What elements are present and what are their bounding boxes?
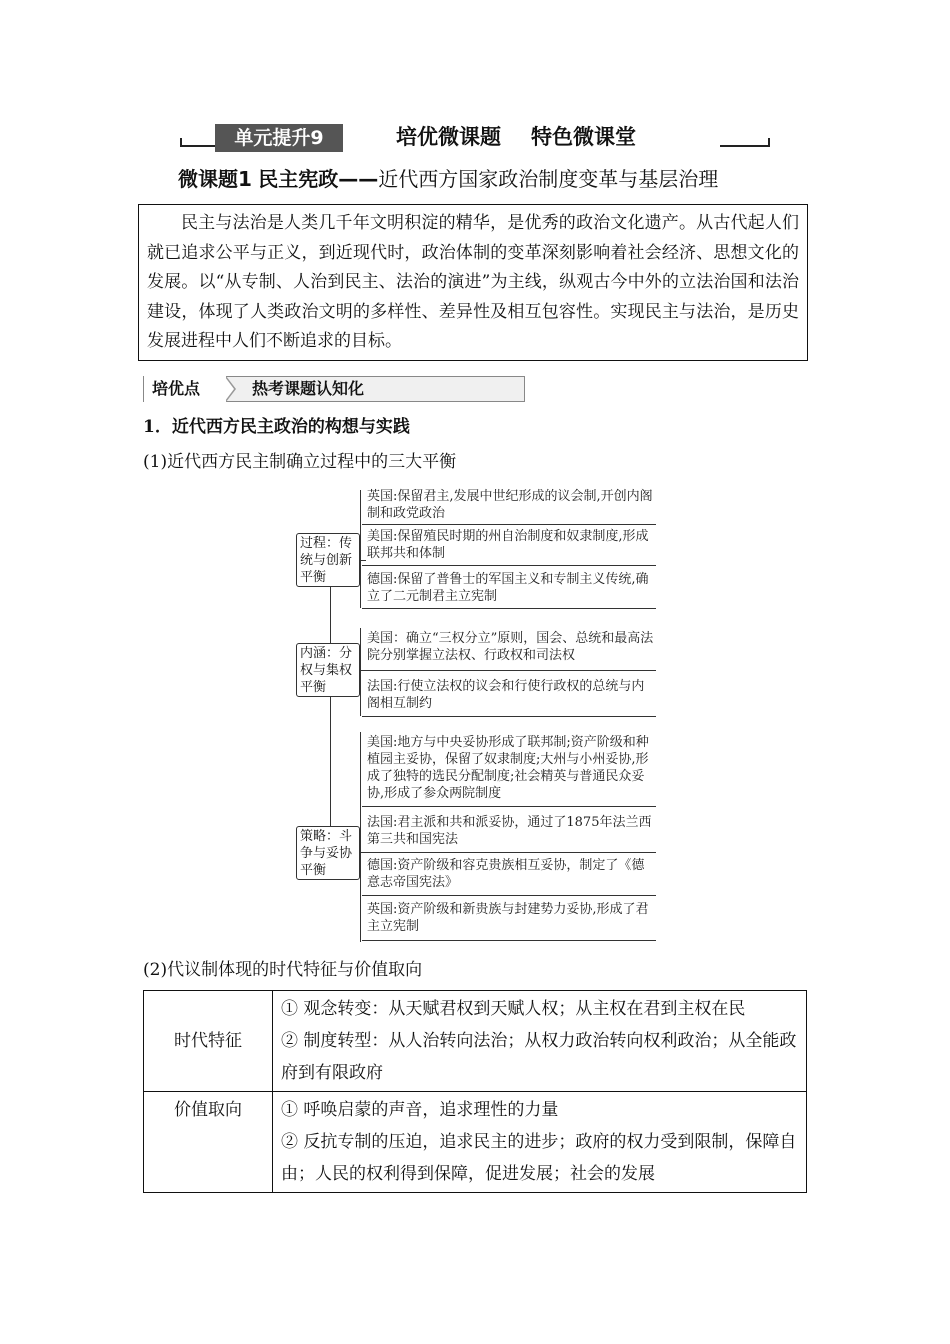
table-row bbox=[144, 991, 807, 1092]
leaf-underline bbox=[362, 716, 656, 717]
bracket-line bbox=[360, 490, 361, 608]
unit-badge: 单元提升9 bbox=[215, 124, 343, 152]
mind-map-leaf: 美国:保留殖民时期的州自治制度和奴隶制度,形成联邦共和体制 bbox=[367, 529, 649, 561]
heading-1-2: (2)代议制体现的时代特征与价值取向 bbox=[143, 960, 423, 980]
leaf-underline bbox=[362, 524, 656, 525]
subheading-prefix: 微课题1 bbox=[178, 167, 252, 191]
table-row-key: 价值取向 bbox=[144, 1092, 273, 1193]
mind-map-node-process: 过程：传统与创新平衡 bbox=[296, 533, 360, 587]
subheading bbox=[178, 164, 718, 194]
mind-map-leaf: 英国:资产阶级和新贵族与封建势力妥协,形成了君主立宪制 bbox=[367, 902, 649, 934]
table-line: ② 制度转型：从人治转向法治；从权力政治转向权利政治；从全能政府到有限政府 bbox=[281, 1031, 797, 1083]
mind-map-leaf: 德国:资产阶级和容克贵族相互妥协，制定了《德意志帝国宪法》 bbox=[367, 858, 645, 890]
header-rule-right-tick bbox=[768, 138, 770, 147]
table-line: ① 观念转变：从天赋君权到天赋人权；从主权在君到主权在民 bbox=[281, 999, 746, 1019]
leaf-underline bbox=[362, 806, 656, 807]
table-row-content bbox=[273, 1092, 807, 1193]
page-title bbox=[396, 122, 636, 152]
subheading-rest: 近代西方国家政治制度变革与基层治理 bbox=[378, 167, 719, 191]
section-tag-text: 热考课题认知化 bbox=[252, 379, 365, 398]
title-part-a: 培优微课题 bbox=[396, 125, 501, 149]
table-row-key: 时代特征 bbox=[144, 991, 273, 1092]
leaf-underline bbox=[362, 852, 656, 853]
title-part-b: 特色微课堂 bbox=[531, 125, 636, 149]
mind-map-leaf: 法国:行使立法权的议会和行使行政权的总统与内阁相互制约 bbox=[367, 679, 645, 711]
mind-map-node-content: 内涵：分权与集权平衡 bbox=[296, 643, 360, 697]
leaf-underline bbox=[362, 565, 656, 566]
mind-map-leaf: 法国:君主派和共和派妥协，通过了1875年法兰西第三共和国宪法 bbox=[367, 815, 652, 847]
section-tag-label: 培优点 bbox=[144, 376, 226, 402]
mind-map-node-strategy: 策略：斗争与妥协平衡 bbox=[296, 826, 360, 880]
header-rule-left bbox=[180, 145, 215, 147]
mind-map-trunk bbox=[330, 585, 331, 830]
features-table bbox=[143, 990, 807, 1193]
bracket-line bbox=[360, 628, 361, 716]
mind-map-leaf: 德国:保留了普鲁士的军国主义和专制主义传统,确立了二元制君主立宪制 bbox=[367, 572, 649, 604]
table-line: ② 反抗专制的压迫，追求民主的进步；政府的权力受到限制，保障自由；人民的权利得到保障，促进发展；社会的发展 bbox=[281, 1132, 797, 1184]
section-tag bbox=[143, 376, 525, 402]
mind-map-leaf: 英国:保留君主,发展中世纪形成的议会制,开创内阁制和政党政治 bbox=[367, 489, 653, 521]
intro-box bbox=[138, 204, 808, 361]
subheading-bold: 民主宪政—— bbox=[258, 167, 379, 191]
intro-text: 民主与法治是人类几千年文明积淀的精华，是优秀的政治文化遗产。从古代起人们就已追求公平与正义，到近现代时，政治体制的变革深刻影响着社会经济、思想文化的发展。以“从专制、人治到民主、法治的演进”为主线，纵观古今中外的立法治国和法治建设，体现了人类政治文明的多样性、差异性及相互包容性。实现民主与法治，是历史发展进程中人们不断追求的目标。 bbox=[147, 213, 799, 351]
chevron-right-icon bbox=[226, 376, 236, 402]
leaf-underline bbox=[362, 895, 656, 896]
table-row-content bbox=[273, 991, 807, 1092]
table-row bbox=[144, 1092, 807, 1193]
heading-1: 1．近代西方民主政治的构想与实践 bbox=[143, 417, 410, 437]
heading-1-1: (1)近代西方民主制确立过程中的三大平衡 bbox=[143, 452, 457, 472]
leaf-underline bbox=[362, 608, 656, 609]
header-rule-right bbox=[720, 145, 770, 147]
header-rule-left-tick bbox=[180, 138, 182, 147]
table-line: ① 呼唤启蒙的声音，追求理性的力量 bbox=[281, 1100, 559, 1120]
leaf-underline bbox=[362, 670, 656, 671]
mind-map-leaf: 美国：确立“三权分立”原则，国会、总统和最高法院分别掌握立法权、行政权和司法权 bbox=[367, 631, 654, 663]
leaf-underline bbox=[362, 940, 656, 941]
bracket-line bbox=[360, 732, 361, 942]
mind-map-leaf: 美国:地方与中央妥协形成了联邦制;资产阶级和种植园主妥协，保留了奴隶制度;大州与小州妥协,形成了独特的选民分配制度;社会精英与普通民众妥协,形成了参众两院制度 bbox=[367, 735, 649, 801]
